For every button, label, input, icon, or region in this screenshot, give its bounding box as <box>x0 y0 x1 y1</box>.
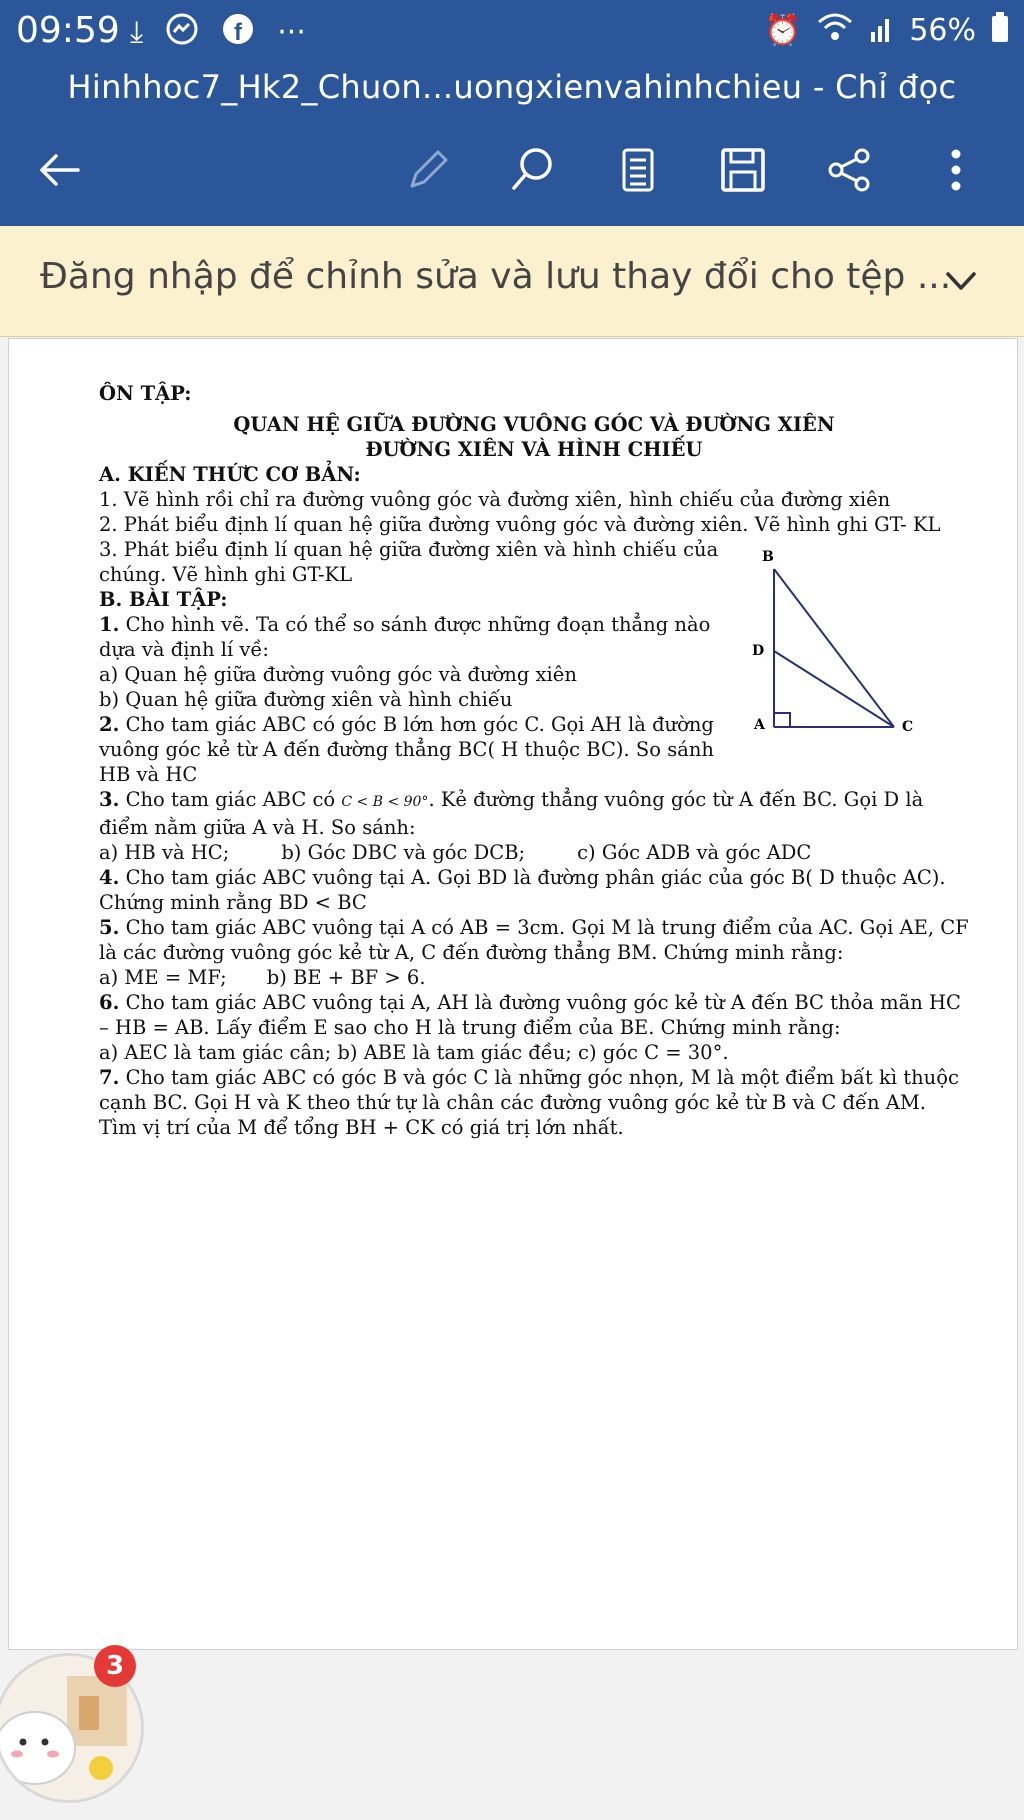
chevron-down-icon[interactable] <box>938 258 984 304</box>
question-2 <box>99 712 719 787</box>
question-3 <box>99 787 969 840</box>
question-4-text: Cho tam giác ABC vuông tại A. Gọi BD là đường phân giác của góc B( D thuộc AC). Chứng minh rằng BD < BC <box>99 866 946 914</box>
back-button[interactable] <box>30 140 90 200</box>
question-5-options <box>99 965 969 990</box>
search-icon <box>506 144 558 196</box>
reading-view-icon <box>612 144 664 196</box>
question-7-number: 7. <box>99 1066 120 1089</box>
edit-button[interactable] <box>398 140 458 200</box>
doc-title-2: ĐƯỜNG XIÊN VÀ HÌNH CHIẾU <box>365 438 703 461</box>
facebook-icon <box>221 12 255 54</box>
question-3-options <box>99 840 969 865</box>
question-5a: a) ME = MF; <box>99 966 227 989</box>
question-7 <box>99 1065 969 1140</box>
segment-dc <box>774 651 894 727</box>
signal-icon <box>869 10 895 52</box>
svg-text:f: f <box>234 19 243 46</box>
question-3c: c) Góc ADB và góc ADC <box>577 841 812 864</box>
battery-icon <box>990 10 1010 52</box>
document-title: Hinhhoc7_Hk2_Chuon...uongxienvahinhchieu - Chỉ đọc <box>67 68 957 106</box>
question-2-text: Cho tam giác ABC có góc B lớn hơn góc C. Gọi AH là đường vuông góc kẻ từ A đến đường thẳng BC( H thuộc BC). So sánh HB và HC <box>99 713 714 786</box>
question-1b: b) Quan hệ giữa đường xiên và hình chiếu <box>99 688 513 711</box>
download-icon: ⤓ <box>130 15 144 50</box>
question-3a: a) HB và HC; <box>99 841 230 864</box>
share-button[interactable] <box>820 140 880 200</box>
signin-banner-text: Đăng nhập để chỉnh sửa và lưu thay đổi cho tệp ... <box>40 256 952 297</box>
question-3-number: 3. <box>99 788 120 811</box>
notification-icons <box>130 12 306 54</box>
question-2-number: 2. <box>99 713 120 736</box>
label-a: A <box>754 717 765 733</box>
question-3-math: C < B < 90° <box>341 794 429 810</box>
question-5-text: Cho tam giác ABC vuông tại A có AB = 3cm. Gọi M là trung điểm của AC. Gọi AE, CF là các đường vuông góc kẻ từ A, C đến đường thẳng BM. Chứng minh rằng: <box>99 916 969 964</box>
document-content <box>99 381 969 1140</box>
more-dots-icon: ··· <box>277 15 306 50</box>
system-icons <box>764 10 1010 52</box>
item-a2: 2. Phát biểu định lí quan hệ giữa đường vuông góc và đường xiên. Vẽ hình ghi GT- KL <box>99 513 941 536</box>
question-3-text-post: . Kẻ đường thẳng vuông góc từ A đến BC. Gọi D là điểm nằm giữa A và H. So sánh: <box>99 788 924 839</box>
triangle-figure <box>744 539 924 734</box>
back-arrow-icon <box>34 144 86 196</box>
messenger-icon <box>165 12 199 54</box>
label-b: B <box>762 549 774 565</box>
document-page[interactable] <box>8 338 1018 1650</box>
segment-bc <box>774 569 894 727</box>
chat-head-bubble[interactable] <box>0 1645 138 1805</box>
question-1-text: Cho hình vẽ. Ta có thể so sánh được những đoạn thẳng nào dựa và định lí về: <box>99 613 711 661</box>
status-time: 09:59 <box>16 10 120 51</box>
question-3-text-pre: Cho tam giác ABC có <box>125 788 336 811</box>
save-icon <box>717 144 769 196</box>
label-d: D <box>752 643 765 659</box>
question-1-number: 1. <box>99 613 120 636</box>
question-4 <box>99 865 969 915</box>
question-6-options: a) AEC là tam giác cân; b) ABE là tam giác đều; c) góc C = 30°. <box>99 1041 729 1064</box>
wifi-icon <box>815 10 855 52</box>
edit-pen-icon <box>402 144 454 196</box>
section-a-heading: A. KIẾN THỨC CƠ BẢN: <box>99 463 361 486</box>
signin-banner[interactable] <box>0 226 1024 337</box>
more-options-button[interactable] <box>926 140 986 200</box>
doc-heading: ÔN TẬP: <box>99 382 192 405</box>
status-bar <box>0 0 1024 60</box>
reading-view-button[interactable] <box>608 140 668 200</box>
search-button[interactable] <box>502 140 562 200</box>
question-3b: b) Góc DBC và góc DCB; <box>281 841 526 864</box>
question-7-text: Cho tam giác ABC có góc B và góc C là những góc nhọn, M là một điểm bất kì thuộc cạnh BC. Gọi H và K theo thứ tự là chân các đường vuông góc kẻ từ B và C đến AM. Tìm vị trí của M để tổng BH + CK có giá trị lớn nhất. <box>99 1066 959 1139</box>
app-header <box>0 0 1024 226</box>
item-a1: 1. Vẽ hình rồi chỉ ra đường vuông góc và đường xiên, hình chiếu của đường xiên <box>99 488 891 511</box>
question-5-number: 5. <box>99 916 120 939</box>
question-5 <box>99 915 969 965</box>
question-6 <box>99 990 969 1040</box>
question-6-text: Cho tam giác ABC vuông tại A, AH là đường vuông góc kẻ từ A đến BC thỏa mãn HC – HB = AB. Lấy điểm E sao cho H là trung điểm của BE. Chứng minh rằng: <box>99 991 961 1039</box>
notification-badge: 3 <box>94 1645 136 1687</box>
doc-title-1: QUAN HỆ GIỮA ĐƯỜNG VUÔNG GÓC VÀ ĐƯỜNG XIÊN <box>233 413 835 436</box>
question-1a: a) Quan hệ giữa đường vuông góc và đường xiên <box>99 663 577 686</box>
toolbar <box>0 140 1024 200</box>
battery-percentage: 56% <box>909 13 976 48</box>
right-angle-marker <box>774 713 790 727</box>
alarm-icon: ⏰ <box>763 13 802 48</box>
share-icon <box>824 144 876 196</box>
question-4-number: 4. <box>99 866 120 889</box>
section-b-heading: B. BÀI TẬP: <box>99 588 228 611</box>
save-button[interactable] <box>713 140 773 200</box>
item-a3: 3. Phát biểu định lí quan hệ giữa đường xiên và hình chiếu của chúng. Vẽ hình ghi GT-KL <box>99 538 719 586</box>
question-5b: b) BE + BF > 6. <box>266 966 426 989</box>
question-1 <box>99 612 719 662</box>
label-c: C <box>902 719 914 734</box>
question-6-number: 6. <box>99 991 120 1014</box>
more-options-icon <box>930 144 982 196</box>
